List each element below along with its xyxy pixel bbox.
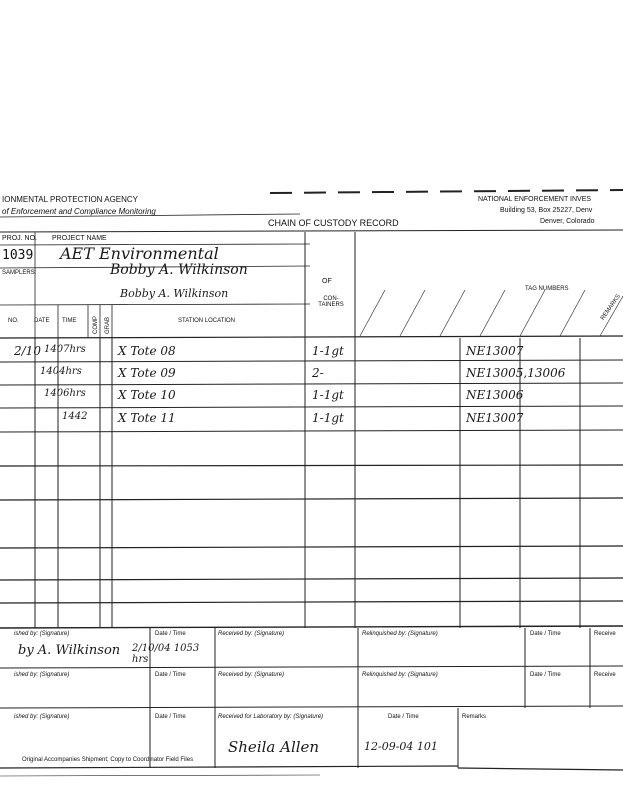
lab-datetime: 12-09-04 101: [364, 740, 438, 753]
row-time: 1404hrs: [40, 366, 82, 377]
received-lab-label: Received for Laboratory by: (Signature): [218, 714, 324, 720]
date-time-label-2b: Date / Time: [530, 672, 561, 678]
row-time: 1406hrs: [44, 388, 86, 399]
row-containers: 1-1gt: [312, 388, 344, 402]
project-name-value: AET Environmental: [60, 244, 219, 263]
row-containers: 1-1gt: [312, 344, 344, 358]
relinquished-label-1b: Relinquished by: (Signature): [362, 631, 438, 637]
samplers-signature: Bobby A. Wilkinson: [110, 262, 248, 278]
date-label: DATE: [34, 318, 50, 324]
date-time-label-1b: Date / Time: [530, 631, 561, 637]
samplers-label: SAMPLERS:: [2, 270, 37, 276]
row-time: 1442: [62, 411, 88, 422]
row-time: 1407hrs: [44, 344, 86, 355]
row-containers: 2-: [312, 366, 324, 380]
date-time-label-1: Date / Time: [155, 631, 186, 637]
agency-office: of Enforcement and Compliance Monitoring: [2, 207, 156, 216]
received-label-1b: Receive: [594, 631, 616, 637]
row-station: X Tote 08: [118, 344, 176, 358]
samplers-printed: Bobby A. Wilkinson: [120, 287, 229, 300]
datetime-value-1: 2/10/04 1053 hrs: [132, 643, 200, 665]
center-city: Denver, Colorado: [540, 218, 595, 225]
date-time-label-2: Date / Time: [155, 672, 186, 678]
relinquished-label-2: ished by: (Signature): [14, 672, 70, 678]
row-station: X Tote 10: [118, 388, 176, 402]
relinquished-label-3: ished by: (Signature): [14, 714, 70, 720]
remarks-label: Remarks: [462, 714, 487, 720]
remarks-header-label: REMARKS: [600, 293, 622, 322]
received-label-1: Received by: (Signature): [218, 631, 285, 637]
date-time-label-3b: Date / Time: [388, 714, 419, 720]
row-station: X Tote 11: [118, 411, 176, 425]
time-label: TIME: [62, 318, 77, 324]
tag-numbers-label: TAG NUMBERS: [525, 286, 569, 292]
header-dash-line: [270, 190, 623, 193]
row-tag: NE13007: [466, 344, 524, 358]
grab-label: GRAB: [105, 316, 111, 334]
comp-label: COMP: [93, 316, 99, 334]
row-date: 2/10: [14, 344, 41, 358]
no-label: NO.: [8, 318, 19, 324]
form-title: CHAIN OF CUSTODY RECORD: [268, 218, 399, 228]
of-label: OF: [322, 278, 332, 285]
date-time-label-3: Date / Time: [155, 714, 186, 720]
row-tag: NE13006: [466, 388, 524, 402]
agency-name: IONMENTAL PROTECTION AGENCY: [2, 195, 139, 204]
proj-no-value: 1039: [2, 248, 34, 263]
row-tag: NE13007: [466, 411, 524, 425]
project-name-label: PROJECT NAME: [52, 235, 107, 242]
row-containers: 1-1gt: [312, 411, 344, 425]
lab-signature: Sheila Allen: [228, 738, 320, 756]
row-station: X Tote 09: [118, 366, 176, 380]
station-location-label: STATION LOCATION: [178, 318, 236, 324]
center-name: NATIONAL ENFORCEMENT INVES: [478, 196, 592, 203]
distribution-note: Original Accompanies Shipment; Copy to Coordinator Field Files: [22, 757, 194, 763]
received-label-2: Received by: (Signature): [218, 672, 285, 678]
relinquished-signature-1: by A. Wilkinson: [18, 643, 121, 658]
relinquished-label-1: ished by: (Signature): [14, 631, 70, 637]
proj-no-label: PROJ. NO.: [2, 235, 38, 242]
center-address: Building 53, Box 25227, Denv: [500, 207, 593, 214]
relinquished-label-2b: Relinquished by: (Signature): [362, 672, 438, 678]
containers-label: CON-TAINERS: [318, 296, 344, 308]
received-label-2b: Receive: [594, 672, 616, 678]
row-tag: NE13005,13006: [466, 366, 566, 380]
